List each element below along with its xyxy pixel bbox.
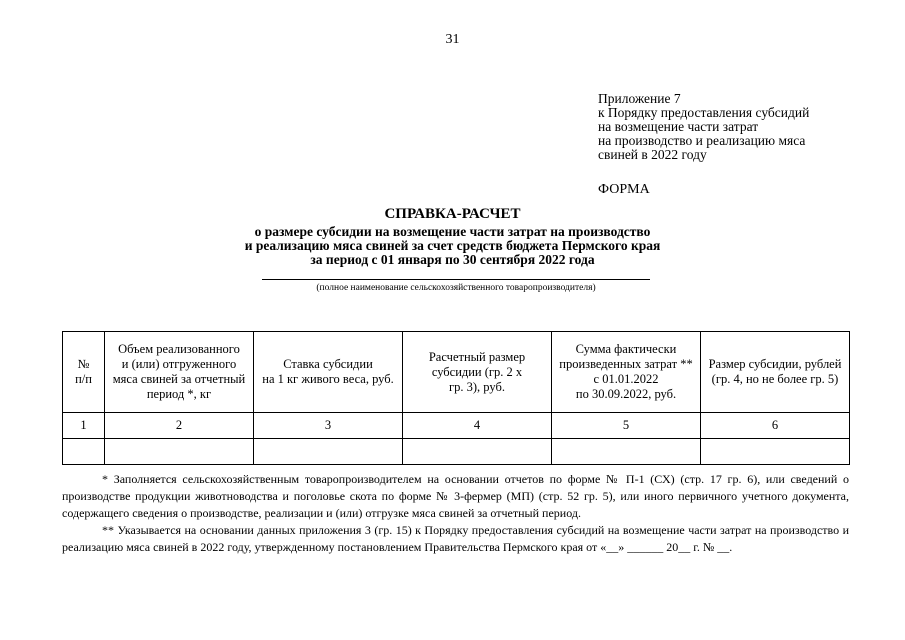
empty-cell bbox=[63, 439, 105, 465]
column-number: 1 bbox=[63, 413, 105, 439]
footnote-double-asterisk: ** Указывается на основании данных приложения 3 (гр. 15) к Порядку предоставления субсидий на возмещение части затрат на производство и реализацию мяса свиней в 2022 году, утвержденному постановлением Правительства Пермского края от «__» ______ 20__ г. № __. bbox=[62, 523, 849, 554]
header-cell-number: № п/п bbox=[63, 332, 105, 413]
header-cell-rate: Ставка субсидии на 1 кг живого веса, руб. bbox=[254, 332, 403, 413]
empty-cell bbox=[701, 439, 850, 465]
header-cell-subsidy: Размер субсидии, рублей (гр. 4, но не более гр. 5) bbox=[701, 332, 850, 413]
column-number: 3 bbox=[254, 413, 403, 439]
document-title: СПРАВКА-РАСЧЕТ bbox=[384, 206, 521, 222]
page-number: 31 bbox=[445, 32, 460, 47]
column-number: 6 bbox=[701, 413, 850, 439]
subtitle-line: и реализацию мяса свиней за счет средств бюджета Пермского края bbox=[244, 238, 661, 253]
subtitle-line: за период с 01 января по 30 сентября 2022 года bbox=[310, 252, 595, 267]
subtitle-line: о размере субсидии на возмещение части затрат на производство bbox=[254, 224, 651, 239]
empty-cell bbox=[105, 439, 254, 465]
empty-cell bbox=[552, 439, 701, 465]
empty-cell bbox=[403, 439, 552, 465]
footnotes bbox=[62, 471, 849, 556]
footnote-single-asterisk: * Заполняется сельскохозяйственным товаропроизводителем на основании отчетов по форме № П-1 (СХ) (стр. 17 гр. 6), или сведений о производстве продукции животноводства и поголовье скота по форме № 3-фермер (МП) (стр. 52 гр. 5), или иного первичного учетного документа, содержащего сведения о производстве, реализации и (или) отгрузке мяса свиней за отчетный период. bbox=[62, 472, 849, 520]
header-cell-volume: Объем реализованного и (или) отгруженного мяса свиней за отчетный период *, кг bbox=[105, 332, 254, 413]
producer-name-caption: (полное наименование сельскохозяйственного товаропроизводителя) bbox=[316, 283, 596, 293]
appendix-reference bbox=[598, 92, 809, 162]
empty-cell bbox=[254, 439, 403, 465]
producer-name-line bbox=[262, 279, 650, 280]
header-cell-actual-costs: Сумма фактически произведенных затрат ** с 01.01.2022 по 30.09.2022, руб. bbox=[552, 332, 701, 413]
appendix-line: к Порядку предоставления субсидий bbox=[598, 105, 810, 120]
table-header-row bbox=[63, 332, 850, 413]
form-label: ФОРМА bbox=[598, 182, 650, 197]
calculation-table bbox=[62, 331, 850, 465]
header-cell-estimated: Расчетный размер субсидии (гр. 2 х гр. 3), руб. bbox=[403, 332, 552, 413]
table-row bbox=[63, 439, 850, 465]
appendix-line: на производство и реализацию мяса bbox=[598, 133, 806, 148]
column-number: 5 bbox=[552, 413, 701, 439]
appendix-line: на возмещение части затрат bbox=[598, 119, 759, 134]
appendix-line: Приложение 7 bbox=[598, 91, 681, 106]
column-number: 4 bbox=[403, 413, 552, 439]
document-subtitle bbox=[0, 225, 905, 267]
table-column-numbers-row bbox=[63, 413, 850, 439]
column-number: 2 bbox=[105, 413, 254, 439]
appendix-line: свиней в 2022 году bbox=[598, 147, 707, 162]
